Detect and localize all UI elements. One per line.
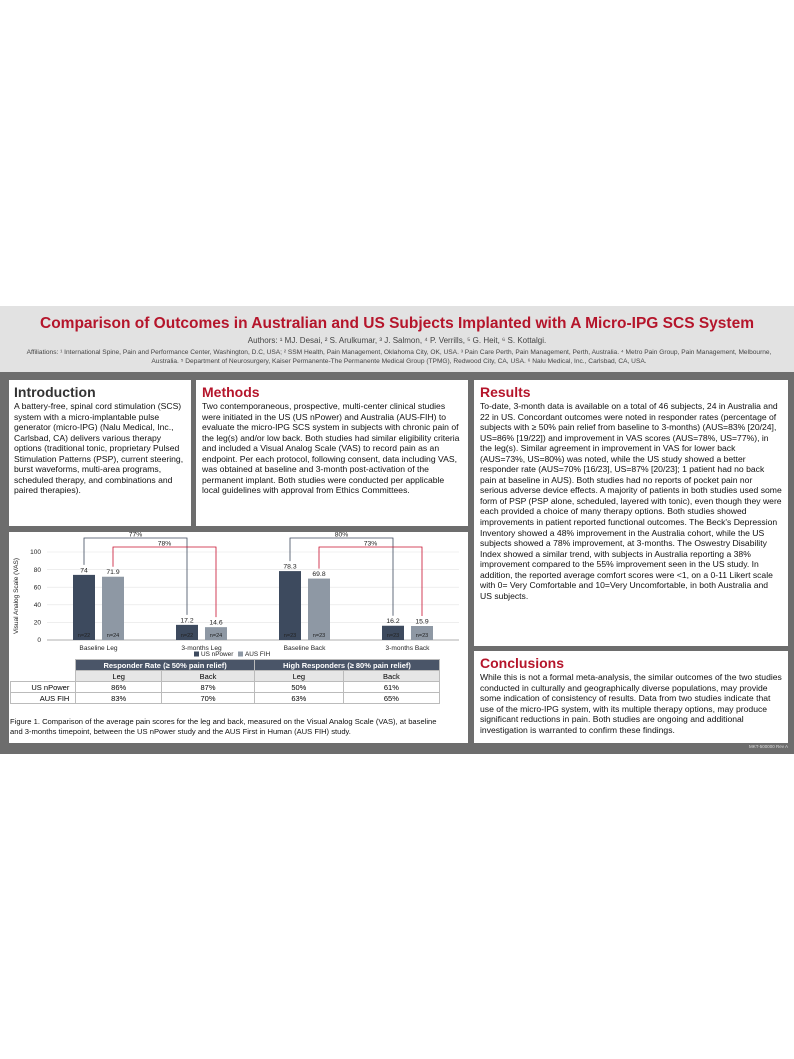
legend-swatch — [238, 652, 243, 657]
table-group-responder: Responder Rate (≥ 50% pain relief) — [76, 660, 255, 671]
n-label: n=23 — [386, 633, 400, 639]
data-label: 71.9 — [106, 569, 120, 577]
legend-swatch — [194, 652, 199, 657]
table-group-high-responder: High Responders (≥ 80% pain relief) — [254, 660, 439, 671]
bar — [73, 575, 95, 640]
n-label: n=23 — [415, 633, 429, 639]
table-cell: 70% — [162, 693, 255, 704]
methods-panel — [196, 380, 468, 526]
table-row — [11, 682, 440, 693]
y-tick-label: 60 — [33, 584, 41, 592]
conclusions-panel — [474, 651, 788, 743]
change-bracket — [113, 547, 216, 617]
n-label: n=22 — [77, 633, 91, 639]
change-label: 73% — [363, 540, 378, 548]
n-label: n=23 — [312, 633, 326, 639]
n-label: n=24 — [106, 633, 120, 639]
results-panel — [474, 380, 788, 646]
change-label: 77% — [128, 532, 143, 539]
n-label: n=22 — [180, 633, 194, 639]
n-label: n=23 — [283, 633, 297, 639]
affiliations: Affiliations: ¹ International Spine, Pain and Performance Center, Washington, D.C, USA; ² SSM Health, Pain Management, Oklahoma City, OK, USA. ³ Pain Care Perth, Pain Management, Perth, Australia. ⁴ Metro Pain Group, Pain Management, Melbourne, Australia. ⁵ Department of Neurosurgery, Kaiser Permanente-The Permanente Medical Group (TPMG), Redwood City, CA, USA. ⁶ Nalu Medical, Inc., Carlsbad, CA, USA. — [26, 349, 772, 365]
introduction-heading: Introduction — [14, 384, 96, 400]
table-row-label: US nPower — [11, 682, 76, 693]
table-cell: 86% — [76, 682, 162, 693]
data-label: 14.6 — [209, 619, 223, 627]
change-bracket — [84, 538, 187, 615]
x-tick-label: 3-months Back — [385, 645, 430, 652]
y-tick-label: 20 — [33, 619, 41, 627]
conclusions-text: While this is not a formal meta-analysis, the similar outcomes of the two studies conducted in culturally and geographically diverse populations, may provide some indication of consistency of results. Data from two studies indicate that use of the micro-IPG system, with its multiple therapy options, may produce significant reductions in pain. Both studies are ongoing and additional investigation is warranted to confirm these findings. — [480, 672, 782, 735]
legend-label: US nPower — [201, 651, 234, 657]
results-heading: Results — [480, 384, 531, 400]
conclusions-heading: Conclusions — [480, 655, 565, 671]
table-subheader: Back — [162, 671, 255, 682]
data-label: 74 — [80, 567, 88, 575]
table-corner — [11, 660, 76, 671]
authors: Authors: ¹ MJ. Desai, ² S. Arulkumar, ³ J. Salmon, ⁴ P. Verrills, ⁵ G. Heit, ⁶ S. Kottalgi. — [247, 336, 547, 345]
change-bracket — [290, 538, 393, 616]
poster — [0, 306, 794, 754]
table-subheader: Back — [343, 671, 439, 682]
poster-title: Comparison of Outcomes in Australian and US Subjects Implanted with A Micro-IPG SCS System — [40, 315, 754, 332]
y-tick-label: 80 — [33, 566, 41, 574]
bar — [102, 577, 124, 640]
table-subheader: Leg — [254, 671, 343, 682]
introduction-text: A battery-free, spinal cord stimulation (SCS) system with a micro-implantable pulse generator (micro-IPG) (Nalu Medical, Inc., Carlsbad, CA) delivers various therapy options (traditional tonic, proprietary Pulsed Stimulation Patterns (PSP), current steering, burst waveforms, multi-area programs, scheduled therapy, and combinations and paired therapies). — [14, 401, 184, 496]
change-label: 78% — [157, 540, 172, 548]
data-label: 69.8 — [312, 571, 326, 579]
change-bracket — [319, 547, 422, 616]
table-subheader: Leg — [76, 671, 162, 682]
bar — [308, 579, 330, 640]
table-row-label: AUS FIH — [11, 693, 76, 704]
legend-label: AUS FIH — [245, 651, 271, 657]
x-tick-label: Baseline Back — [283, 645, 326, 652]
y-axis-label: Visual Analog Scale (VAS) — [13, 558, 20, 634]
table-cell: 87% — [162, 682, 255, 693]
x-tick-label: Baseline Leg — [79, 645, 118, 652]
data-label: 78.3 — [283, 563, 297, 571]
table-cell: 63% — [254, 693, 343, 704]
table-cell: 61% — [343, 682, 439, 693]
methods-text: Two contemporaneous, prospective, multi-center clinical studies were initiated in the US (US nPower) and Australia (AUS-FIH) to evaluate the micro-IPG SCS system in subjects with chronic pain of the leg(s) and/or low back. Both studies had similar eligibility criteria and included a Visual Analog Scale (VAS) to record pain as an endpoint. Per each protocol, following consent, data including VAS, was obtained at baseline and 3-month post-activation of the permanent implant. Both studies were conducted per applicable local guidelines with approval from Ethics Committees. — [202, 401, 460, 496]
table-row — [11, 693, 440, 704]
table-cell: 83% — [76, 693, 162, 704]
y-tick-label: 0 — [37, 637, 41, 645]
data-label: 15.9 — [415, 618, 429, 626]
x-tick-label: 3-months Leg — [181, 645, 222, 652]
data-label: 16.2 — [386, 618, 400, 626]
vas-bar-chart — [9, 532, 468, 657]
table-cell: 50% — [254, 682, 343, 693]
responder-table — [10, 659, 440, 704]
y-tick-label: 40 — [33, 602, 41, 609]
table-corner-2 — [11, 671, 76, 682]
footer-code: MKT-500000 Rev A — [748, 744, 788, 749]
methods-heading: Methods — [202, 384, 260, 400]
table-cell: 65% — [343, 693, 439, 704]
bar — [279, 571, 301, 640]
introduction-panel — [9, 380, 191, 526]
poster-header — [0, 306, 794, 372]
results-text: To-date, 3-month data is available on a total of 46 subjects, 24 in Australia and 22 in US. Concordant outcomes were noted in responder rates (percentage of subjects with ≥ 50% pain relief from baseline to 3-months) (AUS=83% [20/24], US=86% [19/22]) and improvement in VAS scores (AUS=78%, US=77%), in the leg(s). Similar agreement in improvement in VAS for lower back (AUS=73%, US=80%) was noted, while the US study showed a better responder rate (AUS=70% [16/23], US=87% [20/23]; 1 patient had no back pain at baseline in AUS). Both studies had no reports of pocket pain nor serious adverse device effects. A majority of patients in both studies used some form of PSP (PSP alone, scheduled, layered with tonic), even though they were each provided a choice of many therapy options. Both studies showed improvements in patient reported functional outcomes. The Beck's Depression Inventory showed a 48% improvement in the Australia cohort, while the US subjects showed a 78% improvement, at 3-months. The Oswestry Disability Index showed a similar trend, with subjects in Australia reporting a 38% improvement compared to the 55% improvement seen in the US study. In addition, the reported average comfort scores were <1, on a 0-11 Likert scale with 0= Very Comfortable and 10=Very Uncomfortable, in both Australia and US subjects. — [480, 401, 782, 601]
data-label: 17.2 — [180, 617, 194, 625]
n-label: n=24 — [209, 633, 223, 639]
change-label: 80% — [334, 532, 349, 539]
figure-caption: Figure 1. Comparison of the average pain scores for the leg and back, measured on the Visual Analog Scale (VAS), at baseline and 3-months timepoint, between the US nPower study and the AUS First in Human (AUS FIH) study. — [10, 717, 437, 736]
y-tick-label: 100 — [30, 549, 41, 557]
